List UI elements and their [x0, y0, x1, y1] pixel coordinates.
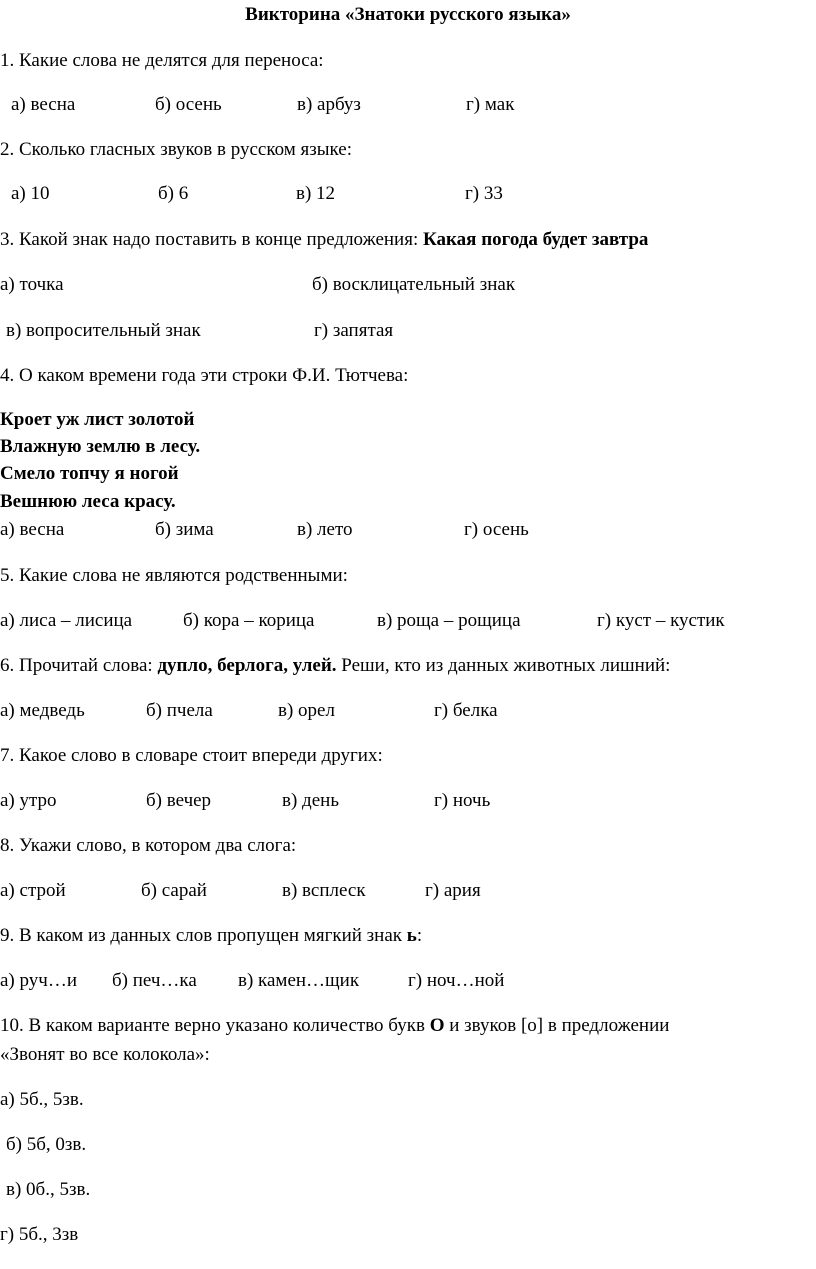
q6-option-d: г) белка [434, 700, 498, 721]
q10-option-c: в) 0б., 5зв. [6, 1179, 91, 1200]
q2-option-c: в) 12 [296, 183, 336, 204]
letter-o: О [429, 1015, 445, 1036]
q8-option-b: б) сарай [141, 880, 207, 901]
question-3: 3. Какой знак надо поставить в конце предложения: Какая погода будет завтра [0, 229, 649, 250]
q6-option-b: б) пчела [146, 700, 213, 721]
q10-option-a: а) 5б., 5зв. [0, 1089, 84, 1110]
question-10: 10. В каком варианте верно указано количество букв О и звуков [о] в предложении [0, 1015, 670, 1036]
q8-option-c: в) всплеск [282, 880, 366, 901]
question-7: 7. Какое слово в словаре стоит впереди других: [0, 745, 383, 766]
q7-option-c: в) день [282, 790, 339, 811]
poem-line-2: Влажную землю в лесу. [0, 436, 201, 457]
q5-option-b: б) кора – корица [183, 610, 315, 631]
q10-option-d: г) 5б., 3зв [0, 1224, 79, 1245]
question-9: 9. В каком из данных слов пропущен мягкий знак ь: [0, 925, 423, 946]
question-5: 5. Какие слова не являются родственными: [0, 565, 348, 586]
question-10-line-2: «Звонят во все колокола»: [0, 1044, 210, 1065]
q3-option-d: г) запятая [314, 320, 394, 341]
q5-option-a: а) лиса – лисица [0, 610, 133, 631]
q7-option-d: г) ночь [434, 790, 491, 811]
q4-option-a: а) весна [0, 519, 65, 540]
q7-option-b: б) вечер [146, 790, 212, 811]
q2-option-b: б) 6 [158, 183, 189, 204]
q7-option-a: а) утро [0, 790, 57, 811]
q3-option-b: б) восклицательный знак [312, 274, 516, 295]
q3-sentence: Какая погода будет завтра [423, 229, 649, 250]
q4-option-c: в) лето [297, 519, 353, 540]
question-2: 2. Сколько гласных звуков в русском языке: [0, 139, 353, 160]
q9-option-a: а) руч…и [0, 970, 77, 991]
question-1: 1. Какие слова не делятся для переноса: [0, 50, 324, 71]
question-4: 4. О каком времени года эти строки Ф.И. Тютчева: [0, 365, 409, 386]
q3-option-a: а) точка [0, 274, 64, 295]
q1-option-a: а) весна [11, 94, 76, 115]
q3-option-c: в) вопросительный знак [6, 320, 201, 341]
q8-option-d: г) ария [425, 880, 481, 901]
poem-line-1: Кроет уж лист золотой [0, 409, 195, 430]
poem-line-3: Смело топчу я ногой [0, 463, 179, 484]
q5-option-d: г) куст – кустик [597, 610, 725, 631]
q1-option-b: б) осень [155, 94, 222, 115]
q9-option-d: г) ноч…ной [408, 970, 505, 991]
q1-option-d: г) мак [466, 94, 515, 115]
q2-option-d: г) 33 [465, 183, 503, 204]
q9-option-c: в) камен…щик [238, 970, 360, 991]
q6-option-a: а) медведь [0, 700, 85, 721]
q1-option-c: в) арбуз [297, 94, 361, 115]
question-8: 8. Укажи слово, в котором два слога: [0, 835, 297, 856]
q2-option-a: а) 10 [11, 183, 50, 204]
q10-option-b: б) 5б, 0зв. [6, 1134, 87, 1155]
soft-sign: ь [406, 925, 417, 946]
page-title: Викторина «Знатоки русского языка» [245, 4, 571, 25]
question-6: 6. Прочитай слова: дупло, берлога, улей. Реши, кто из данных животных лишний: [0, 655, 671, 676]
q8-option-a: а) строй [0, 880, 66, 901]
q5-option-c: в) роща – рощица [377, 610, 521, 631]
q6-words: дупло, берлога, улей. [157, 655, 337, 676]
poem-line-4: Вешнюю леса красу. [0, 491, 176, 512]
q9-option-b: б) печ…ка [112, 970, 197, 991]
q4-option-d: г) осень [464, 519, 529, 540]
q6-option-c: в) орел [278, 700, 335, 721]
q4-option-b: б) зима [155, 519, 214, 540]
